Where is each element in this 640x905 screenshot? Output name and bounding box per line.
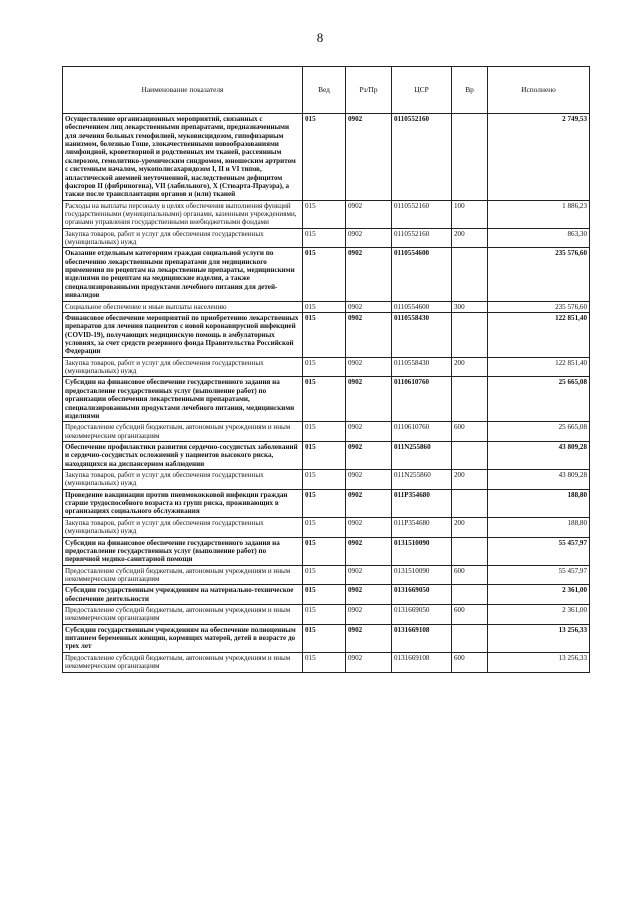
cell-rzpr: 0902 xyxy=(346,248,392,301)
cell-sum: 25 665,08 xyxy=(488,377,590,422)
cell-vr: 200 xyxy=(452,228,488,248)
cell-ved: 015 xyxy=(303,200,346,228)
cell-name: Расходы на выплаты персоналу в целях обеспечения выполнения функций государственными (муниципальными) органами, казенными учреждениями, органами управления государственными внебюджетными фондами xyxy=(63,200,303,228)
cell-csr: 0131510090 xyxy=(392,565,452,585)
cell-name: Осуществление организационных мероприятий, связанных с обеспечением лиц лекарственными препаратами, предназначенными для лечения больных гемофилией, муковисцидозом, гипофизарным нанизмом, болезнью Гоше, злокачественными новообразованиями лимфоидной, кроветворной и родственных им тканей, рассеянным склерозом, гемолитико-уремическим синдромом, юношеским артритом с системным началом, мукополисахаридозом I, II и VI типов, апластической анемией неуточненной, наследственным дефицитом факторов II (фибриногена), VII (лабильного), X (Стюарта-Прауэра), а также после трансплантации органов и (или) тканей xyxy=(63,114,303,201)
cell-rzpr: 0902 xyxy=(346,565,392,585)
cell-csr: 0110610760 xyxy=(392,377,452,422)
table-row xyxy=(63,248,590,301)
cell-vr xyxy=(452,537,488,565)
cell-ved: 015 xyxy=(303,248,346,301)
cell-name: Закупка товаров, работ и услуг для обеспечения государственных (муниципальных) нужд xyxy=(63,357,303,377)
cell-rzpr: 0902 xyxy=(346,200,392,228)
cell-name: Закупка товаров, работ и услуг для обеспечения государственных (муниципальных) нужд xyxy=(63,470,303,490)
cell-csr: 0131669108 xyxy=(392,624,452,652)
cell-sum: 1 886,23 xyxy=(488,200,590,228)
table-body xyxy=(63,114,590,673)
table-row xyxy=(63,470,590,490)
cell-csr: 0110554600 xyxy=(392,248,452,301)
header-ved: Вед xyxy=(303,67,346,114)
header-csr: ЦСР xyxy=(392,67,452,114)
cell-vr: 600 xyxy=(452,565,488,585)
cell-name: Закупка товаров, работ и услуг для обеспечения государственных (муниципальных) нужд xyxy=(63,517,303,537)
cell-name: Оказание отдельным категориям граждан социальной услуги по обеспечению лекарственными препаратами для медицинского применения по рецептам на лекарственные препараты, медицинскими изделиями по рецептам на медицинские изделия, а также специализированными продуктами лечебного питания для детей-инвалидов xyxy=(63,248,303,301)
header-name: Наименование показателя xyxy=(63,67,303,114)
cell-rzpr: 0902 xyxy=(346,357,392,377)
table-row xyxy=(63,301,590,312)
table-row xyxy=(63,624,590,652)
table-row xyxy=(63,312,590,357)
cell-rzpr: 0902 xyxy=(346,377,392,422)
cell-ved: 015 xyxy=(303,585,346,605)
cell-sum: 863,30 xyxy=(488,228,590,248)
cell-csr: 0110552160 xyxy=(392,228,452,248)
table-header-row xyxy=(63,67,590,114)
cell-name: Финансовое обеспечение мероприятий по приобретению лекарственных препаратов для лечения пациентов с новой коронавирусной инфекцией (COVID-19), получающих медицинскую помощь в амбулаторных условиях, за счет средств резервного фонда Правительства Российской Федерации xyxy=(63,312,303,357)
cell-csr: 011N255860 xyxy=(392,441,452,469)
cell-ved: 015 xyxy=(303,114,346,201)
cell-name: Обеспечение профилактики развития сердечно-сосудистых заболеваний и сердечно-сосудистых осложнений у пациентов высокого риска, находящихся на диспансерном наблюдении xyxy=(63,441,303,469)
cell-sum: 2 749,53 xyxy=(488,114,590,201)
cell-vr xyxy=(452,248,488,301)
table-row xyxy=(63,377,590,422)
cell-rzpr: 0902 xyxy=(346,537,392,565)
cell-name: Социальное обеспечение и иные выплаты населению xyxy=(63,301,303,312)
cell-sum: 122 851,40 xyxy=(488,312,590,357)
cell-sum: 188,80 xyxy=(488,517,590,537)
header-done: Исполнено xyxy=(488,67,590,114)
cell-vr: 600 xyxy=(452,605,488,625)
cell-rzpr: 0902 xyxy=(346,624,392,652)
cell-name: Проведение вакцинации против пневмококковой инфекции граждан старше трудоспособного возраста из групп риска, проживающих в организациях социального обслуживания xyxy=(63,489,303,517)
cell-rzpr: 0902 xyxy=(346,489,392,517)
cell-name: Предоставление субсидий бюджетным, автономным учреждениям и иным некоммерческим организациям xyxy=(63,422,303,442)
cell-csr: 0110610760 xyxy=(392,422,452,442)
cell-sum: 13 256,33 xyxy=(488,624,590,652)
cell-ved: 015 xyxy=(303,624,346,652)
cell-vr: 600 xyxy=(452,652,488,672)
cell-vr xyxy=(452,489,488,517)
cell-ved: 015 xyxy=(303,422,346,442)
cell-vr xyxy=(452,441,488,469)
table-row xyxy=(63,585,590,605)
cell-rzpr: 0902 xyxy=(346,517,392,537)
cell-vr xyxy=(452,624,488,652)
cell-rzpr: 0902 xyxy=(346,228,392,248)
cell-ved: 015 xyxy=(303,377,346,422)
cell-ved: 015 xyxy=(303,470,346,490)
cell-name: Субсидии на финансовое обеспечение государственного задания на предоставление государственных услуг (выполнение работ) по организации обеспечения лекарственными препаратами, специализированными продуктами лечебного питания, медицинскими изделиями xyxy=(63,377,303,422)
cell-ved: 015 xyxy=(303,565,346,585)
table-row xyxy=(63,489,590,517)
cell-sum: 235 576,60 xyxy=(488,301,590,312)
cell-vr xyxy=(452,585,488,605)
cell-ved: 015 xyxy=(303,652,346,672)
cell-ved: 015 xyxy=(303,489,346,517)
cell-rzpr: 0902 xyxy=(346,114,392,201)
cell-ved: 015 xyxy=(303,228,346,248)
cell-name: Субсидии государственным учреждениям на обеспечение полноценным питанием беременных женщин, кормящих матерей, детей в возрасте до трех лет xyxy=(63,624,303,652)
cell-ved: 015 xyxy=(303,441,346,469)
cell-name: Предоставление субсидий бюджетным, автономным учреждениям и иным некоммерческим организациям xyxy=(63,605,303,625)
table-row xyxy=(63,537,590,565)
cell-sum: 2 361,00 xyxy=(488,585,590,605)
table-row xyxy=(63,565,590,585)
cell-csr: 0110552160 xyxy=(392,114,452,201)
cell-csr: 0131669050 xyxy=(392,605,452,625)
cell-ved: 015 xyxy=(303,312,346,357)
cell-sum: 235 576,60 xyxy=(488,248,590,301)
cell-rzpr: 0902 xyxy=(346,312,392,357)
cell-sum: 2 361,00 xyxy=(488,605,590,625)
cell-vr xyxy=(452,312,488,357)
table-row xyxy=(63,517,590,537)
table-row xyxy=(63,228,590,248)
cell-vr: 100 xyxy=(452,200,488,228)
cell-ved: 015 xyxy=(303,605,346,625)
cell-ved: 015 xyxy=(303,357,346,377)
cell-vr: 200 xyxy=(452,517,488,537)
cell-sum: 122 851,40 xyxy=(488,357,590,377)
cell-name: Субсидии на финансовое обеспечение государственного задания на предоставление государственных услуг (выполнение работ) по первичной медико-санитарной помощи xyxy=(63,537,303,565)
cell-rzpr: 0902 xyxy=(346,301,392,312)
table-row xyxy=(63,114,590,201)
cell-sum: 55 457,97 xyxy=(488,537,590,565)
cell-vr: 200 xyxy=(452,357,488,377)
table-row xyxy=(63,357,590,377)
cell-vr xyxy=(452,114,488,201)
cell-sum: 13 256,33 xyxy=(488,652,590,672)
cell-name: Субсидии государственным учреждениям на материально-техническое обеспечение деятельности xyxy=(63,585,303,605)
cell-csr: 0131669108 xyxy=(392,652,452,672)
cell-sum: 43 809,28 xyxy=(488,441,590,469)
cell-vr: 300 xyxy=(452,301,488,312)
header-vr: Вр xyxy=(452,67,488,114)
table-row xyxy=(63,605,590,625)
table-row xyxy=(63,200,590,228)
table-row xyxy=(63,652,590,672)
cell-sum: 55 457,97 xyxy=(488,565,590,585)
cell-name: Закупка товаров, работ и услуг для обеспечения государственных (муниципальных) нужд xyxy=(63,228,303,248)
cell-csr: 011N255860 xyxy=(392,470,452,490)
cell-csr: 0110558430 xyxy=(392,357,452,377)
cell-name: Предоставление субсидий бюджетным, автономным учреждениям и иным некоммерческим организациям xyxy=(63,565,303,585)
cell-csr: 0110552160 xyxy=(392,200,452,228)
cell-vr: 200 xyxy=(452,470,488,490)
cell-rzpr: 0902 xyxy=(346,652,392,672)
cell-ved: 015 xyxy=(303,301,346,312)
cell-ved: 015 xyxy=(303,537,346,565)
cell-csr: 0110558430 xyxy=(392,312,452,357)
cell-sum: 25 665,08 xyxy=(488,422,590,442)
cell-csr: 011P354680 xyxy=(392,489,452,517)
table-row xyxy=(63,422,590,442)
cell-vr xyxy=(452,377,488,422)
table-row xyxy=(63,441,590,469)
budget-table xyxy=(62,66,590,673)
cell-rzpr: 0902 xyxy=(346,585,392,605)
cell-rzpr: 0902 xyxy=(346,441,392,469)
cell-vr: 600 xyxy=(452,422,488,442)
cell-sum: 188,80 xyxy=(488,489,590,517)
cell-csr: 0131669050 xyxy=(392,585,452,605)
header-rzpr: Рз/Пр xyxy=(346,67,392,114)
cell-rzpr: 0902 xyxy=(346,422,392,442)
cell-name: Предоставление субсидий бюджетным, автономным учреждениям и иным некоммерческим организациям xyxy=(63,652,303,672)
cell-csr: 0110554600 xyxy=(392,301,452,312)
cell-csr: 0131510090 xyxy=(392,537,452,565)
cell-rzpr: 0902 xyxy=(346,470,392,490)
cell-sum: 43 809,28 xyxy=(488,470,590,490)
page-number: 8 xyxy=(316,30,324,45)
cell-ved: 015 xyxy=(303,517,346,537)
cell-rzpr: 0902 xyxy=(346,605,392,625)
cell-csr: 011P354680 xyxy=(392,517,452,537)
